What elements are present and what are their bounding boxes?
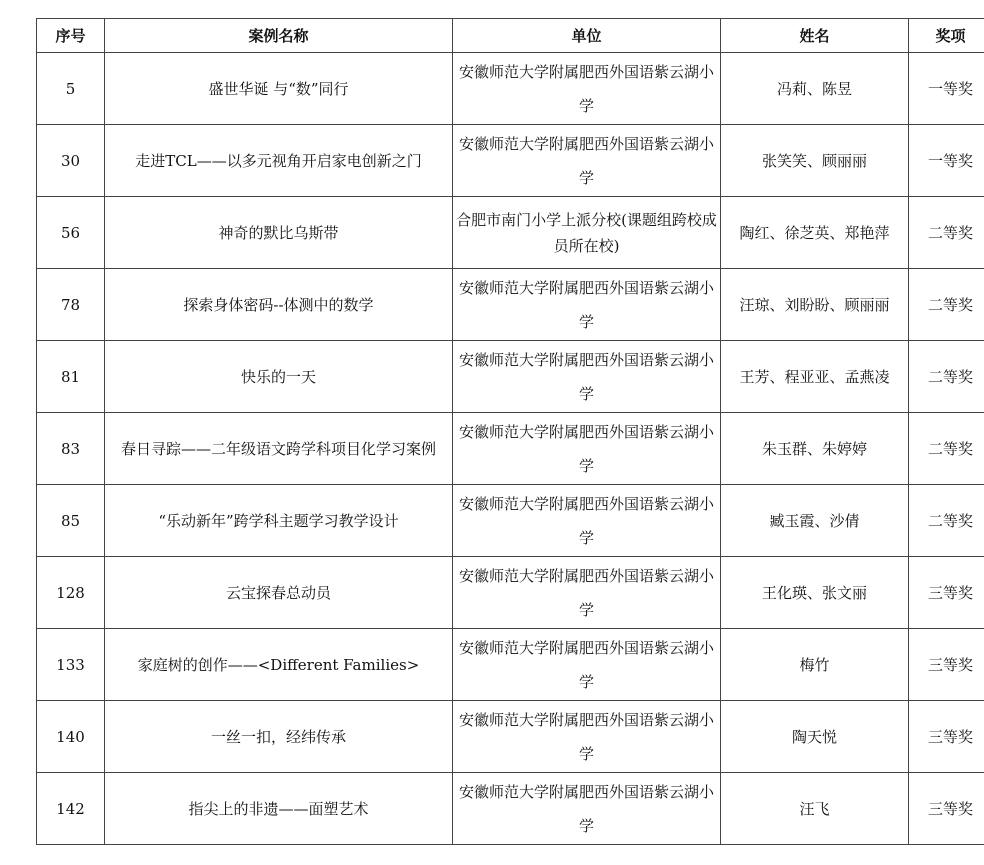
- row-title: 快乐的一天: [105, 341, 453, 413]
- row-no: 81: [37, 341, 105, 413]
- table-row: [37, 485, 984, 557]
- header-award: 奖项: [909, 19, 984, 53]
- row-no: 133: [37, 629, 105, 701]
- table-row: [37, 125, 984, 197]
- table-row: [37, 53, 984, 125]
- row-names: 汪飞: [721, 773, 909, 845]
- row-award: 二等奖: [909, 413, 984, 485]
- row-names: 王芳、程亚亚、孟燕凌: [721, 341, 909, 413]
- row-title: 云宝探春总动员: [105, 557, 453, 629]
- table-row: [37, 413, 984, 485]
- row-title: “乐动新年”跨学科主题学习教学设计: [105, 485, 453, 557]
- row-title: 走进TCL——以多元视角开启家电创新之门: [105, 125, 453, 197]
- row-title: 指尖上的非遗——面塑艺术: [105, 773, 453, 845]
- row-no: 128: [37, 557, 105, 629]
- header-names: 姓名: [721, 19, 909, 53]
- row-title: 一丝一扣，经纬传承: [105, 701, 453, 773]
- row-award: 二等奖: [909, 197, 984, 269]
- row-unit: 安徽师范大学附属肥西外国语紫云湖小学: [453, 413, 721, 485]
- row-unit: 安徽师范大学附属肥西外国语紫云湖小学: [453, 485, 721, 557]
- row-no: 142: [37, 773, 105, 845]
- row-award: 二等奖: [909, 485, 984, 557]
- row-award: 二等奖: [909, 269, 984, 341]
- row-title: 家庭树的创作——<Different Families>: [105, 629, 453, 701]
- row-unit: 安徽师范大学附属肥西外国语紫云湖小学: [453, 125, 721, 197]
- row-names: 陶红、徐芝英、郑艳萍: [721, 197, 909, 269]
- row-unit: 安徽师范大学附属肥西外国语紫云湖小学: [453, 53, 721, 125]
- row-no: 140: [37, 701, 105, 773]
- table-row: [37, 629, 984, 701]
- table-row: [37, 269, 984, 341]
- row-no: 5: [37, 53, 105, 125]
- row-names: 梅竹: [721, 629, 909, 701]
- row-no: 78: [37, 269, 105, 341]
- row-unit: 合肥市南门小学上派分校(课题组跨校成员所在校): [453, 197, 721, 269]
- row-no: 30: [37, 125, 105, 197]
- row-award: 三等奖: [909, 701, 984, 773]
- table-row: [37, 773, 984, 845]
- row-unit: 安徽师范大学附属肥西外国语紫云湖小学: [453, 557, 721, 629]
- row-award: 三等奖: [909, 773, 984, 845]
- row-names: 汪琼、刘盼盼、顾丽丽: [721, 269, 909, 341]
- row-names: 朱玉群、朱婷婷: [721, 413, 909, 485]
- row-names: 张笑笑、顾丽丽: [721, 125, 909, 197]
- row-title: 盛世华诞 与“数”同行: [105, 53, 453, 125]
- header-no: 序号: [37, 19, 105, 53]
- row-award: 三等奖: [909, 629, 984, 701]
- row-unit: 安徽师范大学附属肥西外国语紫云湖小学: [453, 629, 721, 701]
- table-row: [37, 701, 984, 773]
- row-title: 探索身体密码--体测中的数学: [105, 269, 453, 341]
- row-unit: 安徽师范大学附属肥西外国语紫云湖小学: [453, 269, 721, 341]
- row-no: 56: [37, 197, 105, 269]
- row-names: 冯莉、陈昱: [721, 53, 909, 125]
- header-unit: 单位: [453, 19, 721, 53]
- row-names: 王化瑛、张文丽: [721, 557, 909, 629]
- row-award: 二等奖: [909, 341, 984, 413]
- row-award: 三等奖: [909, 557, 984, 629]
- row-no: 85: [37, 485, 105, 557]
- row-unit: 安徽师范大学附属肥西外国语紫云湖小学: [453, 773, 721, 845]
- header-row: [37, 19, 984, 53]
- table-row: [37, 557, 984, 629]
- table-row: [37, 197, 984, 269]
- row-names: 陶天悦: [721, 701, 909, 773]
- row-unit: 安徽师范大学附属肥西外国语紫云湖小学: [453, 701, 721, 773]
- row-names: 臧玉霞、沙倩: [721, 485, 909, 557]
- row-title: 春日寻踪——二年级语文跨学科项目化学习案例: [105, 413, 453, 485]
- row-award: 一等奖: [909, 53, 984, 125]
- row-award: 一等奖: [909, 125, 984, 197]
- row-unit: 安徽师范大学附属肥西外国语紫云湖小学: [453, 341, 721, 413]
- header-title: 案例名称: [105, 19, 453, 53]
- table-row: [37, 341, 984, 413]
- row-title: 神奇的默比乌斯带: [105, 197, 453, 269]
- awards-table: [36, 18, 984, 845]
- row-no: 83: [37, 413, 105, 485]
